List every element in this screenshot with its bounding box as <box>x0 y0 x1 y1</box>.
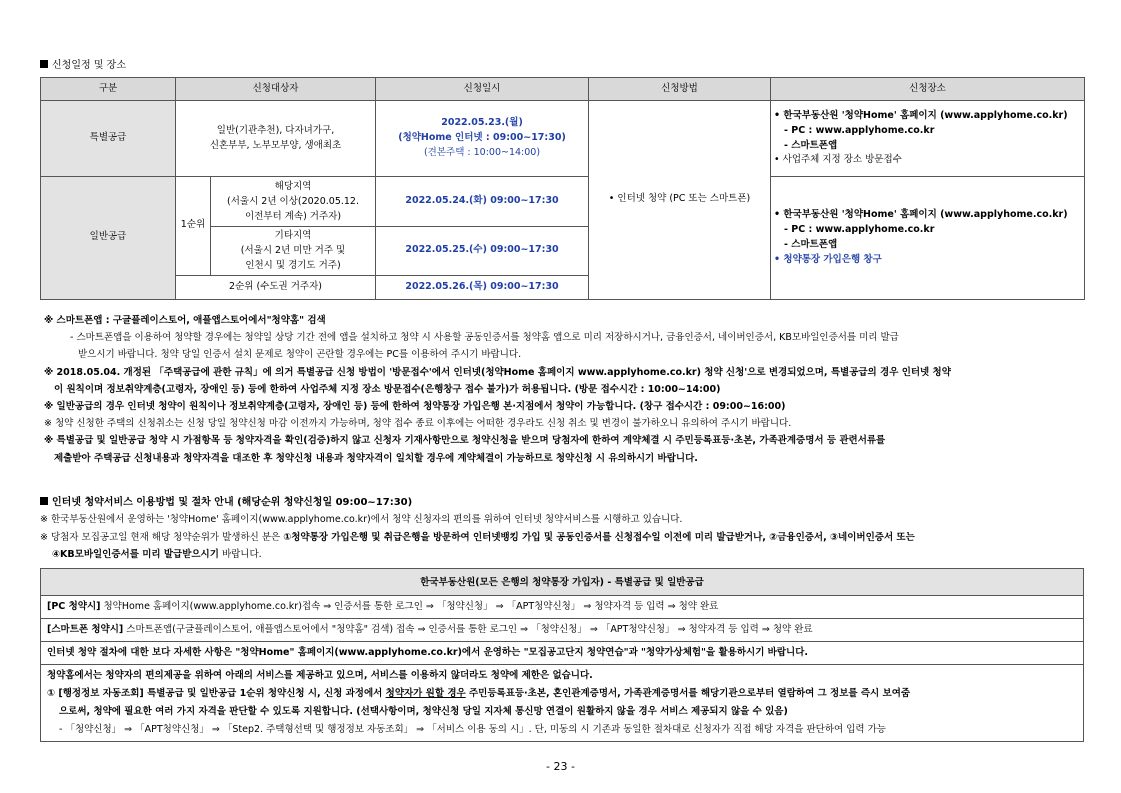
notes-block <box>44 312 1084 467</box>
note-line: ※ 특별공급 및 일반공급 청약 시 가점항목 등 청약자격을 확인(검증)하지 않고 신청자 기재사항만으로 청약신청을 받으며 당첨자에 한하여 계약체결 시 주민등록표등·초본, 가족관계증명서 등 관련서류를 <box>44 435 886 447</box>
apply-procedure-box <box>40 568 1084 742</box>
note-line: ※ 한국부동산원에서 운영하는 '청약Home' 홈페이지(www.applyhome.co.kr)에서 청약 신청자의 편의를 위하여 인터넷 청약서비스를 시행하고 있습니다. <box>40 514 683 525</box>
header-cell: 신청방법 <box>589 78 771 101</box>
general-place: • 한국부동산원 '청약Home' 홈페이지 (www.applyhome.co.kr) - PC : www.applyhome.co.kr - 스마트폰앱 • 청약통장 가입은행 창구 <box>771 177 1085 300</box>
rank2-label: 2순위 (수도권 거주자) <box>176 275 376 299</box>
note-line: ※ 스마트폰앱 : 구글플레이스토어, 애플앱스토어에서"청약홈" 검색 <box>44 315 326 326</box>
header-cell: 신청장소 <box>771 78 1085 101</box>
table-header-row <box>41 78 1085 101</box>
smartphone-procedure: [스마트폰 청약시] 스마트폰앱(구글플레이스토어, 애플앱스토어에서 "청약홈" 검색) 접속 ⇒ 인증서를 통한 로그인 ⇒ 「청약신청」 ⇒ 「APT청약신청」 ⇒ 청약자격 등 입력 ⇒ 청약 완료 <box>41 619 1083 642</box>
date-rank2: 2022.05.26.(목) 09:00~17:30 <box>376 275 589 299</box>
section2-title: 인터넷 청약서비스 이용방법 및 절차 안내 (해당순위 청약신청일 09:00~17:30) <box>40 493 412 508</box>
table-row <box>41 177 1085 227</box>
header-cell: 신청대상자 <box>176 78 376 101</box>
pc-procedure: [PC 청약시] 청약Home 홈페이지(www.applyhome.co.kr)접속 ⇒ 인증서를 통한 로그인 ⇒ 「청약신청」 ⇒ 「APT청약신청」 ⇒ 청약자격 등 입력 ⇒ 청약 완료 <box>41 596 1083 619</box>
note-line: ※ 청약 신청한 주택의 신청취소는 신청 당일 청약신청 마감 이전까지 가능하며, 청약 접수 종료 이후에는 어떠한 경우라도 신청 취소 및 변경이 불가하오니 유의하여 주시기 바랍니다. <box>44 418 792 430</box>
note-line: ④KB모바일인증서를 미리 발급받으시기 바랍니다. <box>52 549 262 560</box>
area2: 기타지역 (서울시 2년 미만 거주 및 인천시 및 경기도 거주) <box>211 227 376 276</box>
note-line: 받으시기 바랍니다. 청약 당일 인증서 설치 문제로 청약이 곤란할 경우에는 PC를 이용하여 주시기 바랍니다. <box>78 349 522 361</box>
area1: 해당지역 (서울시 2년 이상(2020.05.12. 이전부터 계속) 거주자) <box>211 177 376 227</box>
method-cell: • 인터넷 청약 (PC 또는 스마트폰) <box>589 101 771 300</box>
square-bullet-icon <box>40 60 48 68</box>
note-line: 이 원칙이며 정보취약계층(고령자, 장애인 등) 등에 한하여 사업주체 지정 장소 방문접수(은행창구 접수 불가)가 허용됩니다. (방문 접수시간 : 10:00~14:00) <box>54 383 721 395</box>
special-supply-label: 특별공급 <box>41 101 176 177</box>
notes2-block <box>40 511 1084 564</box>
box-header: 한국부동산원(모든 은행의 청약통장 가입자) - 특별공급 및 일반공급 <box>41 569 1083 596</box>
date-area2: 2022.05.25.(수) 09:00~17:30 <box>376 227 589 276</box>
date-area1: 2022.05.24.(화) 09:00~17:30 <box>376 177 589 227</box>
tip-line: 인터넷 청약 절차에 대한 보다 자세한 사항은 "청약Home" 홈페이지(www.applyhome.co.kr)에서 운영하는 "모집공고단지 청약연습"과 "청약가상체험"을 활용하시기 바랍니다. <box>41 642 1083 665</box>
schedule-table <box>40 77 1085 300</box>
note-line: - 스마트폰앱을 이용하여 청약할 경우에는 청약일 상당 기간 전에 앱을 설치하고 청약 시 사용할 공동인증서를 청약홈 앱으로 미리 저장하시거나, 금융인증서, 네이버인증서, KB모바일인증서를 미리 발급 <box>70 332 899 344</box>
square-bullet-icon <box>40 497 48 505</box>
table-row <box>41 101 1085 177</box>
note-line: ※ 당첨자 모집공고일 현재 해당 청약순위가 발생하신 분은 ①청약통장 가입은행 및 취급은행을 방문하여 인터넷뱅킹 가입 및 공동인증서를 신청접수일 이전에 미리 발급받거나, ②금융인증서, ③네이버인증서 또는 <box>40 531 915 543</box>
note-line: ※ 일반공급의 경우 인터넷 청약이 원칙이나 정보취약계층(고령자, 장애인 등) 등에 한하여 청약통장 가입은행 본·지점에서 청약이 가능합니다. (창구 접수시간 : 09:00~16:00) <box>44 401 786 413</box>
special-target: 일반(기관추천), 다자녀가구, 신혼부부, 노부모부양, 생애최초 <box>176 101 376 177</box>
note-line: ※ 2018.05.04. 개정된 「주택공급에 관한 규칙」에 의거 특별공급 신청 방법이 '방문접수'에서 인터넷(청약Home 홈페이지 www.applyhome.co.kr) 청약 신청'으로 변경되었으며, 특별공급의 경우 인터넷 청약 <box>44 366 951 378</box>
special-place: • 한국부동산원 '청약Home' 홈페이지 (www.applyhome.co.kr) - PC : www.applyhome.co.kr - 스마트폰앱 • 사업주체 지정 장소 방문접수 <box>771 101 1085 177</box>
general-supply-label: 일반공급 <box>41 177 176 300</box>
rank1-label: 1순위 <box>176 177 211 276</box>
service-info: 청약홈에서는 청약자의 편의제공을 위하여 아래의 서비스를 제공하고 있으며, 서비스를 이용하지 않더라도 청약에 제한은 없습니다. ① [행정정보 자동조회] 특별공급 및 일반공급 1순위 청약신청 시, 신청 과정에서 청약자가 원할 경우 주민등록표등·초본, 혼인관계증명서, 가족관계증명서를 해당기관으로부터 열람하여 그 정보를 즉시 보여줌 으로써, 청약에 필요한 여러 가지 자격을 판단할 수 있도록 지원합니다. (선택사항이며, 청약신청 당일 지자체 통신망 연결이 원활하지 않을 경우 서비스 제공되지 않을 수 있음) - 「청약신청」 ⇒ 「APT청약신청」 ⇒ 「Step2. 주택형선택 및 행정정보 자동조회」 ⇒ 「서비스 이용 동의 시」. 단, 미동의 시 기존과 동일한 절차대로 신청자가 직접 해당 자격을 판단하여 입력 가능 <box>47 670 911 735</box>
page-number: - 23 - <box>546 760 575 773</box>
special-date: 2022.05.23.(월) (청약Home 인터넷 : 09:00~17:30) (견본주택 : 10:00~14:00) <box>376 101 589 177</box>
header-cell: 신청일시 <box>376 78 589 101</box>
header-cell: 구분 <box>41 78 176 101</box>
section1-title: 신청일정 및 장소 <box>40 56 126 71</box>
note-line: 제출받아 주택공급 신청내용과 청약자격을 대조한 후 청약신청 내용과 청약자격이 일치할 경우에 계약체결이 가능하므로 청약신청 시 유의하시기 바랍니다. <box>54 452 698 464</box>
